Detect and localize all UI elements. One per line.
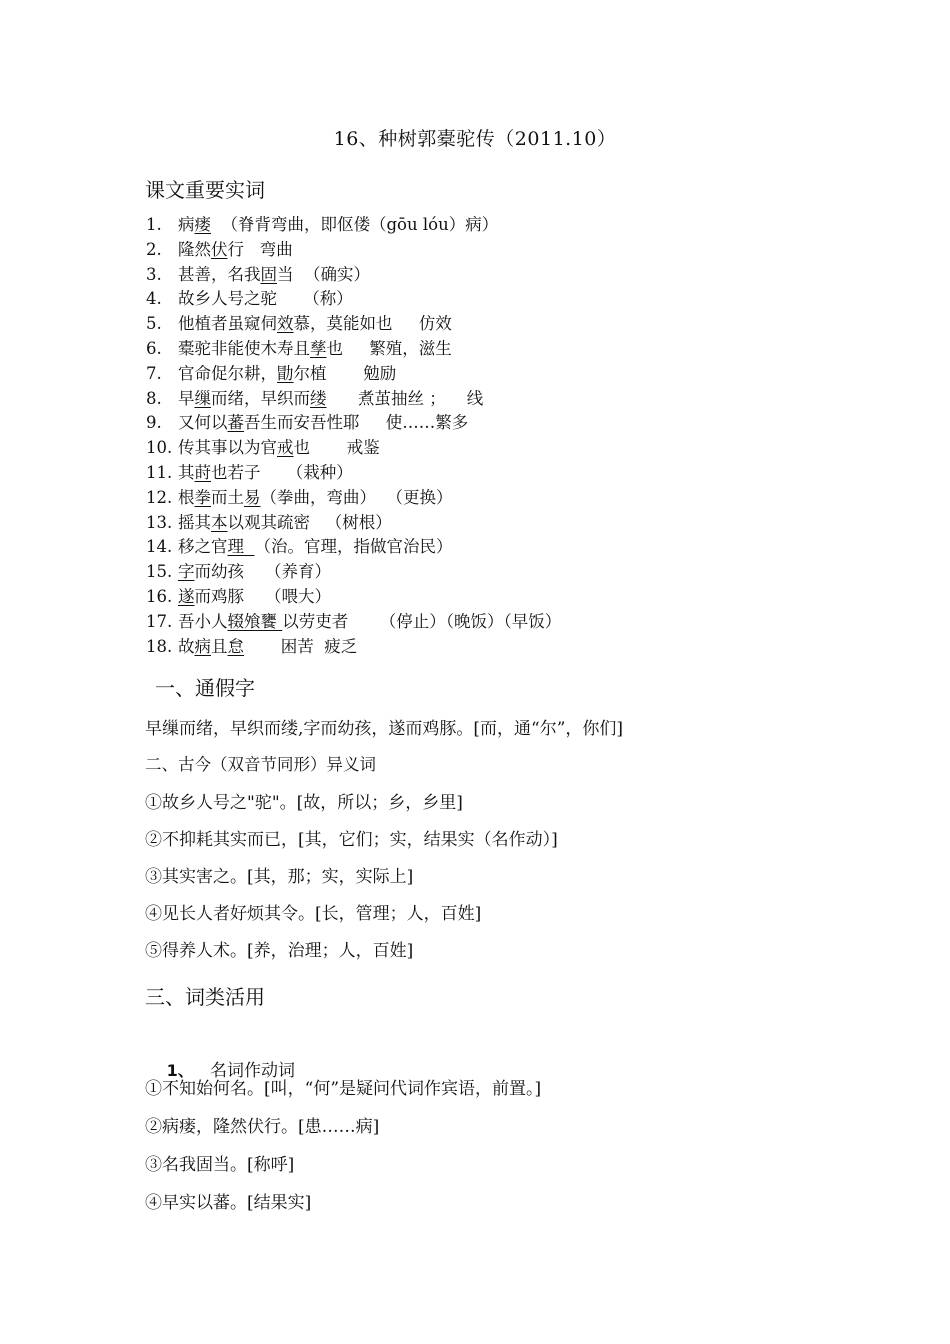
- vocab-text: 其: [178, 463, 195, 482]
- vocab-text: 甚善，名我: [178, 264, 261, 284]
- vocab-item: [146, 611, 561, 633]
- vocab-number: 2.: [146, 239, 162, 259]
- vocab-text: 当 （确实）: [277, 264, 370, 284]
- vocab-item: [146, 412, 468, 434]
- vocab-keyword: 字: [178, 562, 195, 582]
- vocab-text: 隆然: [178, 239, 211, 259]
- vocab-text: 尔植 勉励: [293, 363, 397, 383]
- vocab-text: 行 弯曲: [227, 239, 293, 259]
- section-gujin-heading: 二、古今（双音节同形）异义词: [145, 755, 376, 774]
- vocab-keyword: 辍飧饔: [227, 611, 283, 631]
- vocab-text: 且: [211, 636, 228, 656]
- section-huoyong-heading: 三、词类活用: [145, 985, 265, 1009]
- vocab-text: 故: [178, 636, 195, 656]
- vocab-text: 早: [178, 388, 195, 408]
- vocab-item: [146, 561, 331, 583]
- vocab-text: 而绪，早织而: [211, 388, 310, 408]
- vocab-number: 1.: [146, 215, 162, 234]
- vocab-keyword: 理: [227, 537, 255, 557]
- vocab-text: 橐驼非能使木寿且: [178, 339, 310, 358]
- vocab-number: 15.: [146, 562, 173, 582]
- vocab-text: 故乡人号之驼: [178, 289, 277, 309]
- vocab-number: 5.: [146, 314, 162, 334]
- vocab-text: 他植者虽窥伺: [178, 314, 277, 334]
- vocab-item: [146, 437, 380, 459]
- vocab-number: 18.: [146, 636, 173, 656]
- vocab-keyword: 缕: [310, 388, 327, 408]
- vocab-text: 摇其: [178, 512, 211, 532]
- vocab-number: 7.: [146, 363, 162, 383]
- vocab-text: 而土: [211, 487, 244, 507]
- vocab-keyword: 固: [260, 264, 277, 284]
- vocab-text: 煮茧抽丝 ； 线: [326, 388, 484, 408]
- vocab-keyword: 病: [194, 636, 211, 656]
- vocab-item: [146, 636, 357, 658]
- vocab-item: [146, 239, 293, 261]
- vocab-keyword: 莳: [194, 463, 211, 482]
- vocab-keyword: 孳: [310, 339, 327, 358]
- vocab-item: [146, 313, 452, 335]
- vocab-keyword: 戒: [277, 438, 294, 458]
- vocab-keyword: 伏: [211, 239, 228, 259]
- vocab-text: 也 戒鉴: [293, 438, 380, 458]
- vocab-keyword: 遂: [178, 587, 195, 606]
- vocab-number: 12.: [146, 487, 173, 507]
- section-vocab-heading: 课文重要实词: [145, 178, 265, 202]
- vocab-item: [146, 264, 370, 286]
- vocab-keyword: 蕃: [227, 413, 244, 433]
- tongjia-line: 早缫而绪，早织而缕,字而幼孩，遂而鸡豚。[而，通“尔”，你们]: [145, 719, 624, 739]
- vocab-number: 11.: [146, 463, 173, 482]
- vocab-keyword: 拳: [194, 487, 211, 507]
- vocab-text: 根: [178, 487, 195, 507]
- vocab-text: 以劳吏者 （停止）（晚饭）（早饭）: [282, 611, 562, 631]
- vocab-item: [146, 487, 453, 509]
- vocab-item: [146, 338, 452, 360]
- gujin-item-3: ③其实害之。[其，那；实，实际上]: [145, 867, 414, 887]
- page-title: 16、种树郭橐驼传（2011.10）: [333, 128, 617, 150]
- vocab-item: [146, 512, 392, 534]
- vocab-item: [146, 462, 353, 484]
- vocab-text: 而鸡豚 （喂大）: [194, 587, 331, 606]
- vocab-item: [146, 388, 483, 410]
- vocab-number: 10.: [146, 438, 173, 458]
- vocab-item: [146, 586, 331, 608]
- vocab-number: 13.: [146, 512, 173, 532]
- vocab-item: [146, 288, 353, 310]
- vocab-keyword: 本: [211, 512, 228, 532]
- huoyong-item-2: ②病瘘，隆然伏行。[患……病]: [145, 1117, 380, 1137]
- gujin-item-5: ⑤得养人术。[养，治理；人，百姓]: [145, 941, 414, 961]
- vocab-item: [146, 536, 453, 558]
- huoyong-item-3: ③名我固当。[称呼]: [145, 1155, 295, 1175]
- vocab-text: （拳曲，弯曲） （更换）: [260, 487, 453, 507]
- vocab-text: 而幼孩 （养育）: [194, 562, 331, 582]
- vocab-number: 14.: [146, 537, 173, 557]
- subsection-1-label: 名词作动词: [209, 1061, 295, 1081]
- vocab-text: 困苦 疲乏: [244, 636, 358, 656]
- gujin-item-2: ②不抑耗其实而已，[其，它们；实，结果实（名作动）]: [145, 830, 558, 850]
- vocab-text: 官命促尔耕，: [178, 363, 277, 383]
- vocab-text: 吾小人: [178, 611, 228, 631]
- vocab-number: 9.: [146, 413, 162, 433]
- vocab-text: 也若子 （栽种）: [211, 463, 353, 482]
- vocab-number: 16.: [146, 587, 173, 606]
- section-tongjia-heading: 一、通假字: [155, 676, 255, 700]
- vocab-keyword: 易: [244, 487, 261, 507]
- vocab-keyword: 缫: [194, 388, 211, 408]
- subsection-1-number: 1、: [166, 1061, 194, 1080]
- vocab-text: （脊背弯曲，即伛偻（gōu lóu）病）: [211, 215, 499, 234]
- vocab-number: 4.: [146, 289, 162, 309]
- vocab-item: [146, 363, 396, 385]
- vocab-keyword: 怠: [227, 636, 244, 656]
- vocab-item: [146, 214, 498, 236]
- vocab-text: 病: [178, 215, 195, 234]
- vocab-text: 也 繁殖，滋生: [326, 339, 452, 358]
- vocab-number: 3.: [146, 264, 162, 284]
- huoyong-item-4: ④早实以蕃。[结果实]: [145, 1193, 312, 1213]
- vocab-number: 8.: [146, 388, 162, 408]
- vocab-text: 又何以: [178, 413, 228, 433]
- vocab-text: 吾生而安吾性耶 使……繁多: [244, 413, 469, 433]
- vocab-text: （称）: [277, 289, 353, 309]
- vocab-number: 17.: [146, 611, 173, 631]
- vocab-text: 以观其疏密 （树根）: [227, 512, 392, 532]
- gujin-item-1: ①故乡人号之"驼"。[故，所以；乡，乡里]: [145, 793, 463, 813]
- vocab-text: 移之官: [178, 537, 228, 557]
- vocab-text: 慕，莫能如也 仿效: [293, 314, 452, 334]
- vocab-text: （治。官理，指做官治民）: [254, 537, 453, 557]
- huoyong-item-1: ①不知始何名。[叫，“何”是疑问代词作宾语，前置。]: [145, 1079, 542, 1099]
- gujin-item-4: ④见长人者好烦其令。[长，管理；人，百姓]: [145, 904, 482, 924]
- vocab-keyword: 勖: [277, 363, 294, 383]
- vocab-keyword: 瘘: [194, 215, 211, 234]
- vocab-keyword: 效: [277, 314, 294, 334]
- vocab-text: 传其事以为官: [178, 438, 277, 458]
- vocab-number: 6.: [146, 339, 162, 358]
